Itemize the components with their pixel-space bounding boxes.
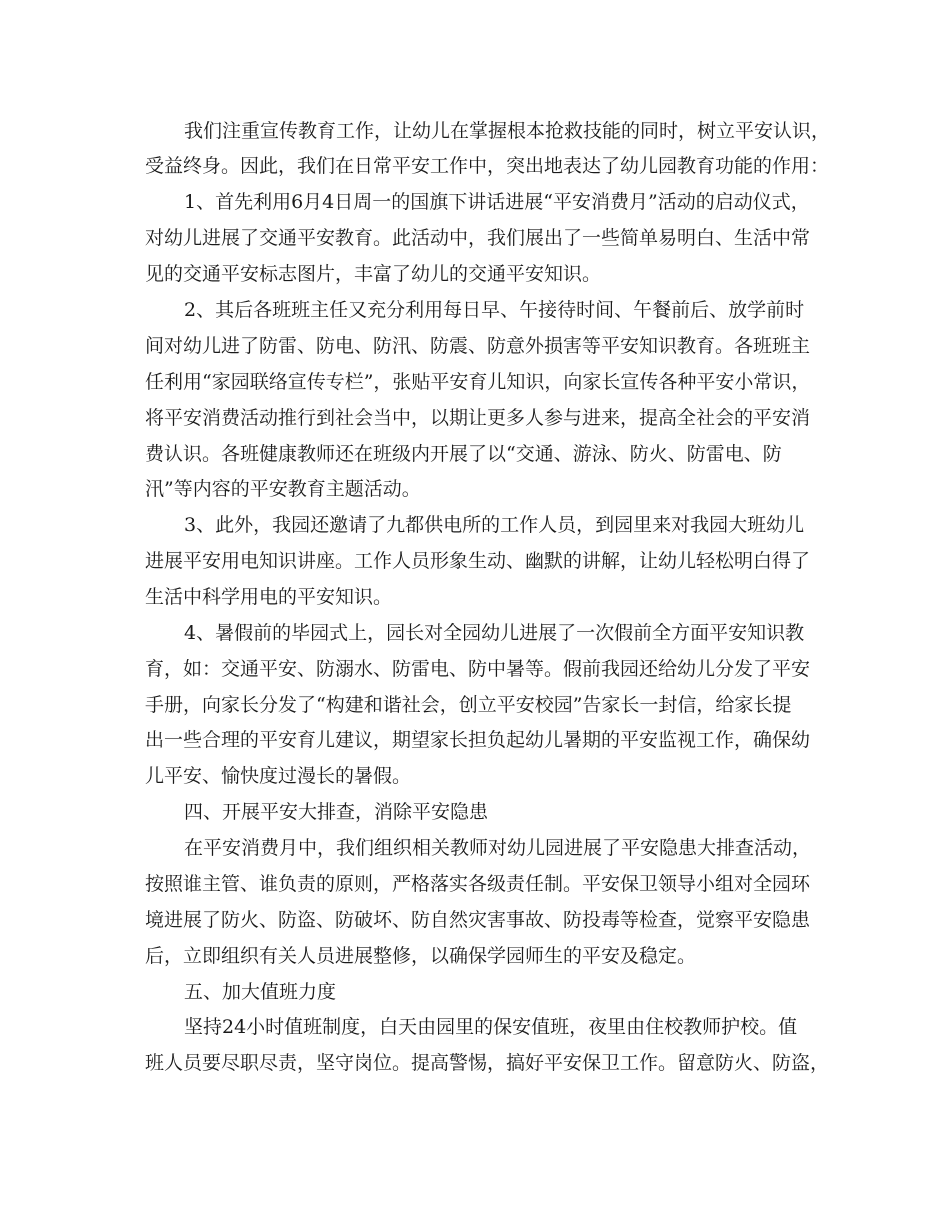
- text-line: 境进展了防火、防盗、防破坏、防自然灾害事故、防投毒等检查，觉察平安隐患: [145, 909, 811, 931]
- text-line: 3、此外，我园还邀请了九都供电所的工作人员，到园里来对我园大班幼儿: [184, 514, 805, 536]
- text-line: 费认识。各班健康教师还在班级内开展了以“交通、游泳、防火、防雷电、防: [145, 443, 782, 465]
- text-line: 间对幼儿进了防雷、防电、防汛、防震、防意外损害等平安知识教育。各班班主: [145, 335, 811, 357]
- text-line: 将平安消费活动推行到社会当中，以期让更多人参与进来，提高全社会的平安消: [145, 407, 811, 429]
- text-line: 任利用“家园联络宣传专栏”，张贴平安育儿知识，向家长宣传各种平安小常识，: [145, 371, 811, 393]
- text-line: 出一些合理的平安育儿建议，期望家长担负起幼儿暑期的平安监视工作，确保幼: [145, 729, 811, 751]
- text-line: 后，立即组织有关人员进展整修，以确保学园师生的平安及稳定。: [145, 945, 697, 967]
- text-line: 汛”等内容的平安教育主题活动。: [145, 478, 421, 500]
- text-line: 受益终身。因此，我们在日常平安工作中，突出地表达了幼儿园教育功能的作用：: [145, 155, 830, 177]
- text-line: 1、首先利用6月4日周一的国旗下讲话进展“平安消费月”活动的启动仪式，: [184, 191, 810, 213]
- text-line: 生活中科学用电的平安知识。: [145, 586, 393, 608]
- text-line: 进展平安用电知识讲座。工作人员形象生动、幽默的讲解，让幼儿轻松明白得了: [145, 550, 811, 572]
- text-line: 对幼儿进展了交通平安教育。此活动中，我们展出了一些简单易明白、生活中常: [145, 227, 811, 249]
- text-line: 儿平安、愉快度过漫长的暑假。: [145, 765, 412, 787]
- text-line: 坚持24小时值班制度，白天由园里的保安值班，夜里由住校教师护校。值: [184, 1016, 798, 1038]
- text-line: 见的交通平安标志图片，丰富了幼儿的交通平安知识。: [145, 263, 602, 285]
- text-line: 按照谁主管、谁负责的原则，严格落实各级责任制。平安保卫领导小组对全园环: [145, 873, 811, 895]
- text-line: 2、其后各班班主任又充分利用每日早、午接待时间、午餐前后、放学前时: [184, 299, 805, 321]
- section-heading: 五、加大值班力度: [184, 981, 337, 1003]
- section-heading: 四、开展平安大排查，消除平安隐患: [184, 801, 489, 823]
- text-line: 班人员要尽职尽责，坚守岗位。提高警惕，搞好平安保卫工作。留意防火、防盗，: [145, 1052, 830, 1074]
- text-line: 4、暑假前的毕园式上，园长对全园幼儿进展了一次假前全方面平安知识教: [184, 622, 805, 644]
- text-line: 手册，向家长分发了“构建和谐社会，创立平安校园”告家长一封信，给家长提: [145, 694, 792, 716]
- text-line: 我们注重宣传教育工作，让幼儿在掌握根本抢救技能的同时，树立平安认识，: [184, 120, 831, 142]
- text-line: 育，如：交通平安、防溺水、防雷电、防中暑等。假前我园还给幼儿分发了平安: [145, 658, 811, 680]
- text-line: 在平安消费月中，我们组织相关教师对幼儿园进展了平安隐患大排查活动，: [184, 837, 812, 859]
